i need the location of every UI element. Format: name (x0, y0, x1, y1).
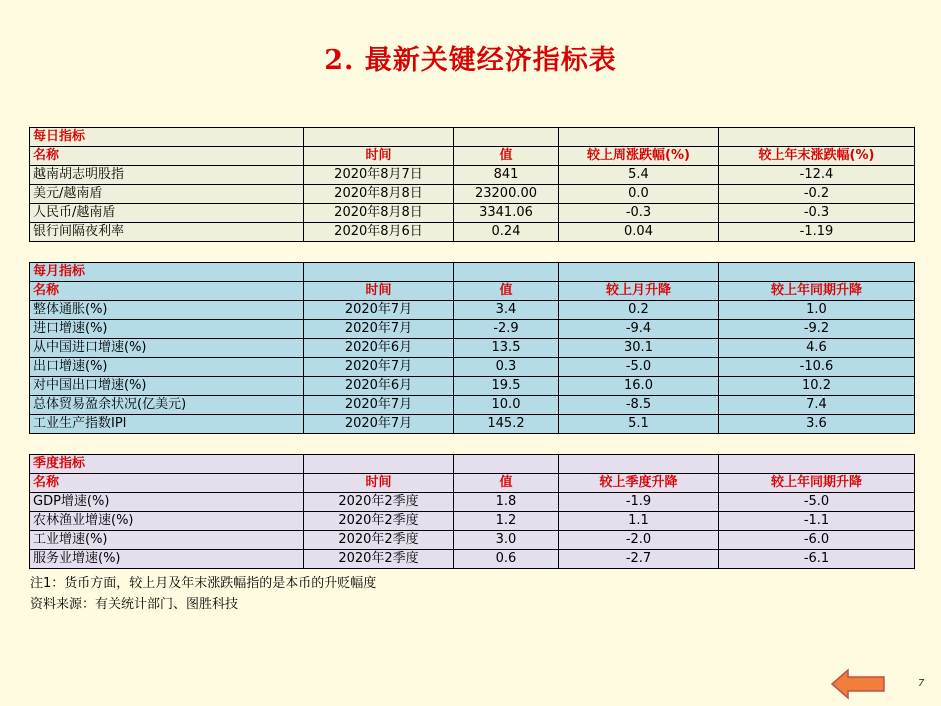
table-row (30, 204, 915, 223)
header-row (30, 282, 915, 301)
table-row (30, 339, 915, 358)
indicator-name: 出口增速(%) (30, 358, 304, 377)
indicator-date: 2020年7月 (304, 358, 454, 377)
column-header: 较上年同期升降 (719, 474, 915, 493)
indicator-name: 农林渔业增速(%) (30, 512, 304, 531)
column-header: 名称 (30, 282, 304, 301)
quarterly-indicators-table (29, 454, 915, 569)
indicator-name: 对中国出口增速(%) (30, 377, 304, 396)
empty-cell (454, 263, 559, 282)
header-row (30, 147, 915, 166)
table-row (30, 320, 915, 339)
indicator-name: 工业增速(%) (30, 531, 304, 550)
indicator-yoy-change: 3.6 (719, 415, 915, 434)
table-row (30, 166, 915, 185)
empty-cell (454, 455, 559, 474)
table-row (30, 223, 915, 242)
table-row (30, 301, 915, 320)
empty-cell (304, 128, 454, 147)
indicator-change: -2.7 (559, 550, 719, 569)
indicator-value: 841 (454, 166, 559, 185)
indicator-change: -9.4 (559, 320, 719, 339)
indicator-date: 2020年7月 (304, 415, 454, 434)
indicator-date: 2020年2季度 (304, 493, 454, 512)
indicator-name: 整体通胀(%) (30, 301, 304, 320)
column-header: 较上周涨跌幅(%) (559, 147, 719, 166)
indicator-date: 2020年7月 (304, 301, 454, 320)
table-row (30, 493, 915, 512)
indicator-yoy-change: 1.0 (719, 301, 915, 320)
column-header: 较上季度升降 (559, 474, 719, 493)
table-row (30, 396, 915, 415)
indicator-change: 0.0 (559, 185, 719, 204)
empty-cell (559, 263, 719, 282)
table-row (30, 550, 915, 569)
footnote-source: 资料来源：有关统计部门、图胜科技 (30, 597, 239, 612)
indicator-change: -2.0 (559, 531, 719, 550)
indicator-name: 美元/越南盾 (30, 185, 304, 204)
indicator-yoy-change: -0.3 (719, 204, 915, 223)
column-header: 时间 (304, 282, 454, 301)
empty-cell (454, 128, 559, 147)
empty-cell (559, 128, 719, 147)
indicator-yoy-change: -6.0 (719, 531, 915, 550)
indicator-value: 13.5 (454, 339, 559, 358)
section-label: 每日指标 (30, 128, 304, 147)
indicator-yoy-change: -9.2 (719, 320, 915, 339)
table-row (30, 185, 915, 204)
indicator-name: 银行间隔夜利率 (30, 223, 304, 242)
indicator-name: 从中国进口增速(%) (30, 339, 304, 358)
indicator-yoy-change: -12.4 (719, 166, 915, 185)
column-header: 时间 (304, 147, 454, 166)
indicator-name: 越南胡志明股指 (30, 166, 304, 185)
indicator-change: -8.5 (559, 396, 719, 415)
indicator-yoy-change: -1.1 (719, 512, 915, 531)
indicator-name: 服务业增速(%) (30, 550, 304, 569)
header-row (30, 474, 915, 493)
indicator-date: 2020年8月8日 (304, 185, 454, 204)
indicator-value: -2.9 (454, 320, 559, 339)
indicator-value: 1.2 (454, 512, 559, 531)
column-header: 较上年末涨跌幅(%) (719, 147, 915, 166)
column-header: 值 (454, 474, 559, 493)
indicator-date: 2020年8月7日 (304, 166, 454, 185)
section-label-row (30, 128, 915, 147)
indicator-date: 2020年2季度 (304, 550, 454, 569)
indicator-value: 3341.06 (454, 204, 559, 223)
indicator-value: 10.0 (454, 396, 559, 415)
table-row (30, 531, 915, 550)
indicator-change: -1.9 (559, 493, 719, 512)
table-row (30, 415, 915, 434)
indicator-yoy-change: -10.6 (719, 358, 915, 377)
indicator-change: 30.1 (559, 339, 719, 358)
column-header: 时间 (304, 474, 454, 493)
indicator-yoy-change: 4.6 (719, 339, 915, 358)
indicator-value: 3.4 (454, 301, 559, 320)
table-row (30, 358, 915, 377)
column-header: 较上年同期升降 (719, 282, 915, 301)
left-arrow-icon (830, 668, 886, 700)
indicator-change: 5.1 (559, 415, 719, 434)
column-header: 较上月升降 (559, 282, 719, 301)
indicator-change: 0.04 (559, 223, 719, 242)
indicator-name: GDP增速(%) (30, 493, 304, 512)
indicator-name: 人民币/越南盾 (30, 204, 304, 223)
column-header: 值 (454, 147, 559, 166)
table-row (30, 512, 915, 531)
indicator-change: 16.0 (559, 377, 719, 396)
empty-cell (719, 263, 915, 282)
indicator-date: 2020年6月 (304, 377, 454, 396)
daily-indicators-table (29, 127, 915, 242)
empty-cell (719, 455, 915, 474)
section-label: 每月指标 (30, 263, 304, 282)
indicator-name: 工业生产指数IPI (30, 415, 304, 434)
indicator-change: -5.0 (559, 358, 719, 377)
column-header: 名称 (30, 147, 304, 166)
indicator-value: 0.3 (454, 358, 559, 377)
empty-cell (559, 455, 719, 474)
table-row (30, 377, 915, 396)
indicator-value: 145.2 (454, 415, 559, 434)
indicator-yoy-change: 7.4 (719, 396, 915, 415)
indicator-date: 2020年8月8日 (304, 204, 454, 223)
indicator-name: 进口增速(%) (30, 320, 304, 339)
indicator-date: 2020年2季度 (304, 512, 454, 531)
section-label-row (30, 263, 915, 282)
indicator-change: -0.3 (559, 204, 719, 223)
page-title: 2. 最新关键经济指标表 (324, 45, 617, 76)
footnote-currency: 注1：货币方面，较上月及年末涨跌幅指的是本币的升贬幅度 (30, 576, 377, 591)
indicator-value: 19.5 (454, 377, 559, 396)
empty-cell (719, 128, 915, 147)
indicator-value: 3.0 (454, 531, 559, 550)
indicator-change: 0.2 (559, 301, 719, 320)
indicator-value: 0.24 (454, 223, 559, 242)
indicator-yoy-change: 10.2 (719, 377, 915, 396)
empty-cell (304, 263, 454, 282)
indicator-date: 2020年6月 (304, 339, 454, 358)
indicator-date: 2020年2季度 (304, 531, 454, 550)
indicator-value: 23200.00 (454, 185, 559, 204)
indicator-change: 5.4 (559, 166, 719, 185)
indicator-date: 2020年8月6日 (304, 223, 454, 242)
back-button[interactable] (830, 668, 886, 700)
page-number: 7 (918, 678, 925, 689)
monthly-indicators-table (29, 262, 915, 434)
indicator-yoy-change: -5.0 (719, 493, 915, 512)
column-header: 值 (454, 282, 559, 301)
section-label: 季度指标 (30, 455, 304, 474)
indicator-yoy-change: -6.1 (719, 550, 915, 569)
section-label-row (30, 455, 915, 474)
indicator-date: 2020年7月 (304, 396, 454, 415)
empty-cell (304, 455, 454, 474)
indicator-value: 0.6 (454, 550, 559, 569)
column-header: 名称 (30, 474, 304, 493)
indicator-yoy-change: -1.19 (719, 223, 915, 242)
indicator-name: 总体贸易盈余状况(亿美元) (30, 396, 304, 415)
indicator-yoy-change: -0.2 (719, 185, 915, 204)
indicator-change: 1.1 (559, 512, 719, 531)
indicator-date: 2020年7月 (304, 320, 454, 339)
indicator-value: 1.8 (454, 493, 559, 512)
